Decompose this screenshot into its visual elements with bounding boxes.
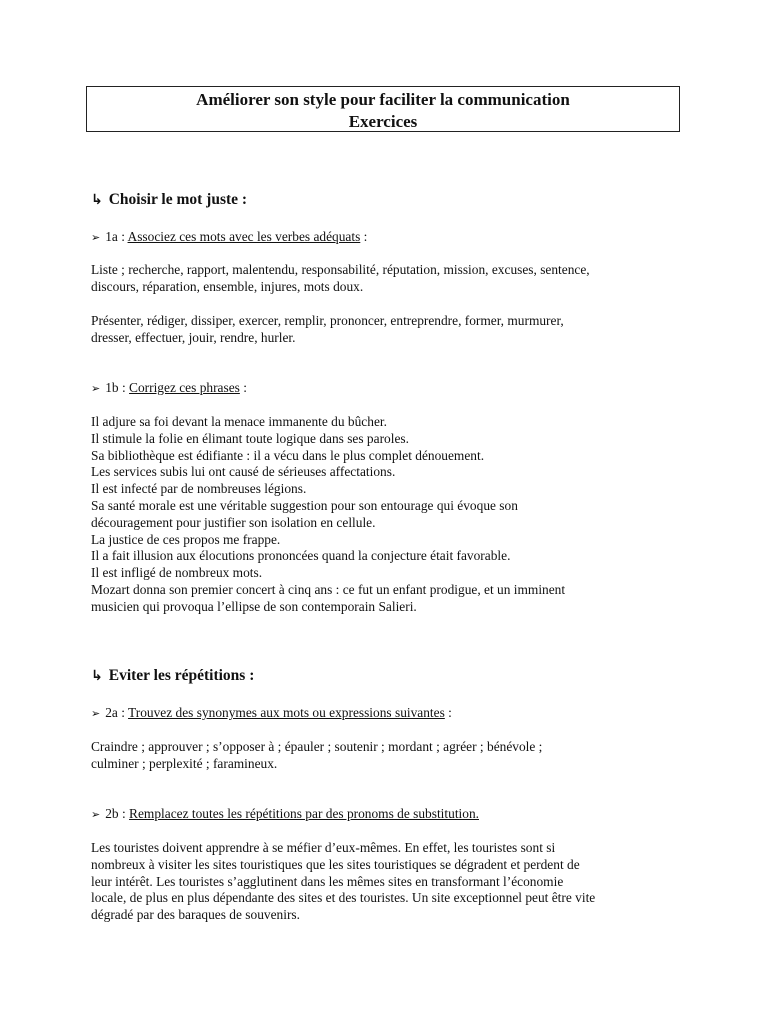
exercise-instruction: Corrigez ces phrases	[129, 380, 240, 395]
text-line: Il est infligé de nombreux mots.	[91, 565, 263, 581]
exercise-2b-header	[91, 806, 479, 824]
text-line: Les touristes doivent apprendre à se méfier d’eux-mêmes. En effet, les touristes sont si	[91, 840, 556, 855]
text-line: dégradé par des baraques de souvenirs.	[91, 907, 300, 923]
exercise-number: 2a :	[105, 705, 125, 720]
text-line: Les services subis lui ont causé de sérieuses affectations.	[91, 464, 396, 480]
exercise-1a-words	[91, 262, 681, 296]
text-line: Mozart donna son premier concert à cinq ans : ce fut un enfant prodigue, et un imminent	[91, 581, 566, 597]
exercise-1a-header	[91, 229, 367, 247]
text-line: Présenter, rédiger, dissiper, exercer, remplir, prononcer, entreprendre, former, murmurer,	[91, 313, 564, 328]
text-line: La justice de ces propos me frappe.	[91, 531, 281, 547]
hook-arrow-icon: ↳	[91, 192, 103, 208]
arrowhead-bullet-icon: ➢	[91, 231, 101, 244]
exercise-suffix: :	[239, 380, 247, 395]
text-line: dresser, effectuer, jouir, rendre, hurler.	[91, 329, 296, 345]
text-line: Il a fait illusion aux élocutions prononcées quand la conjecture était favorable.	[91, 548, 511, 564]
text-line: Sa santé morale est une véritable suggestion pour son entourage qui évoque son	[91, 497, 518, 513]
text-line: discours, réparation, ensemble, injures, mots doux.	[91, 278, 364, 294]
exercise-1a-verbs	[91, 313, 681, 347]
text-line: Il adjure sa foi devant la menace immanente du bûcher.	[91, 414, 387, 429]
text-line: leur intérêt. Les touristes s’agglutinent dans les mêmes sites en transformant l’économie	[91, 873, 564, 889]
exercise-number: 1b :	[105, 380, 126, 395]
text-line: culminer ; perplexité ; faramineux.	[91, 755, 278, 771]
text-line: musicien qui provoqua l’ellipse de son contemporain Salieri.	[91, 598, 417, 614]
section-heading-text: Choisir le mot juste :	[108, 191, 248, 208]
exercise-number: 1a :	[105, 229, 125, 244]
section-heading-eviter	[91, 666, 254, 686]
text-line: locale, de plus en plus dépendante des sites et des touristes. Un site exceptionnel peut être vite	[91, 890, 596, 906]
exercise-instruction: Associez ces mots avec les verbes adéquats	[127, 229, 361, 244]
exercise-2b-text	[91, 840, 681, 924]
text-line: Craindre ; approuver ; s’opposer à ; épauler ; soutenir ; mordant ; agréer ; bénévole ;	[91, 739, 543, 754]
text-line: nombreux à visiter les sites touristiques que les sites touristiques se dégradent et perdent de	[91, 856, 580, 872]
text-line: Il est infecté par de nombreuses légions.	[91, 481, 307, 497]
exercise-instruction: Trouvez des synonymes aux mots ou expressions suivantes	[128, 705, 445, 720]
text-line: découragement pour justifier son isolation en cellule.	[91, 514, 376, 530]
title-line-1: Améliorer son style pour faciliter la communication	[196, 90, 570, 109]
exercise-2a-header	[91, 705, 452, 723]
title-box	[86, 86, 680, 132]
arrowhead-bullet-icon: ➢	[91, 382, 101, 395]
exercise-instruction: Remplacez toutes les répétitions par des pronoms de substitution.	[129, 806, 479, 821]
section-heading-choisir	[91, 190, 247, 210]
arrowhead-bullet-icon: ➢	[91, 707, 101, 720]
exercise-suffix: :	[444, 705, 452, 720]
text-line: Il stimule la folie en élimant toute logique dans ses paroles.	[91, 430, 409, 446]
arrowhead-bullet-icon: ➢	[91, 808, 101, 821]
exercise-2a-words	[91, 739, 681, 773]
exercise-number: 2b :	[105, 806, 126, 821]
text-line: Liste ; recherche, rapport, malentendu, responsabilité, réputation, mission, excuses, sentence,	[91, 262, 590, 277]
title-line-2: Exercices	[348, 112, 418, 131]
hook-arrow-icon: ↳	[91, 668, 103, 684]
exercise-suffix: :	[360, 229, 368, 244]
text-line: Sa bibliothèque est édifiante : il a vécu dans le plus complet dénouement.	[91, 447, 485, 463]
exercise-1b-sentences	[91, 414, 681, 616]
section-heading-text: Eviter les répétitions :	[108, 667, 255, 684]
exercise-1b-header	[91, 380, 247, 398]
